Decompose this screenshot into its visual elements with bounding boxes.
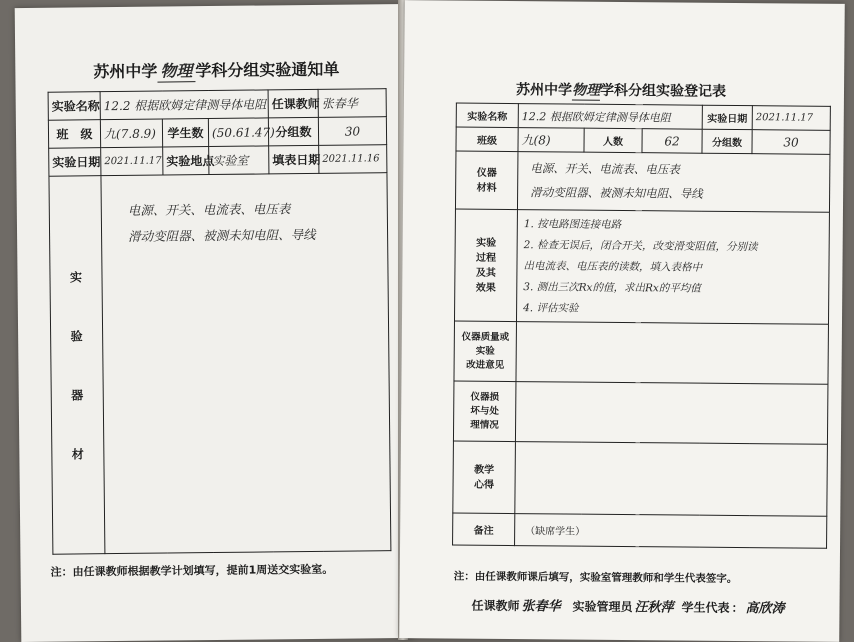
class-value: 九(8) (518, 128, 584, 153)
exp-name-label: 实验名称 (456, 103, 518, 128)
groups-label: 分组数 (702, 129, 752, 153)
teacher-signature: 张春华 (521, 599, 561, 615)
fill-date-label: 填表日期 (269, 145, 319, 174)
materials-line: 滑动变阻器、被测未知电阻、导线 (530, 185, 703, 201)
school-name: 苏州中学 (93, 61, 158, 82)
registration-sheet-title (516, 79, 726, 102)
equipment-line: 电源、开关、电流表、电压表 (127, 201, 291, 218)
student-signature: 高欣涛 (745, 601, 785, 617)
process-line: 3. 测出三次Rx的值，求出Rx的平均值 (523, 281, 701, 295)
process-cell (516, 210, 829, 325)
reflection-label-cell (453, 441, 516, 514)
date-value: 2021.11.17 (752, 106, 830, 131)
people-value: 62 (642, 129, 702, 154)
remarks-value: （缺席学生） (515, 514, 827, 549)
quality-label: 实验 (475, 345, 495, 357)
place-label: 实验地点 (163, 147, 209, 175)
equipment-label-cell (49, 176, 105, 555)
process-line: 出电流表、电压表的读数，填入表格中 (523, 260, 703, 274)
fill-date-value: 2021.11.16 (319, 145, 387, 174)
process-label: 效果 (475, 282, 496, 294)
class-label: 班 级 (48, 120, 100, 149)
subject-handwritten: 物理 (572, 80, 600, 101)
reflection-label: 心得 (474, 479, 495, 491)
place-value: 实验室 (209, 146, 269, 175)
equipment-label-char: 器 (71, 387, 84, 402)
students-value: (50.61.47) (208, 118, 268, 147)
quality-label-cell (454, 321, 517, 382)
school-name: 苏州中学 (515, 82, 573, 99)
damage-label: 仪器损 (470, 391, 500, 403)
quality-cell (516, 322, 829, 385)
process-label: 过程 (475, 252, 497, 264)
process-line: 2. 检查无误后，闭合开关，改变滑变阻值，分别读 (523, 239, 758, 254)
teacher-sign-label: 任课教师 (471, 598, 520, 614)
registration-footnote: 注：由任课教师课后填写，实验室管理教师和学生代表签字。 (453, 570, 738, 586)
materials-label-cell (455, 151, 518, 210)
process-line: 4. 评估实验 (523, 302, 579, 315)
materials-label: 仪器 (476, 167, 497, 179)
quality-label: 仪器质量或 (461, 331, 510, 343)
date-label: 实验日期 (702, 105, 752, 129)
teacher-value: 张春华 (318, 89, 386, 118)
teacher-label: 任课教师 (268, 89, 318, 118)
materials-list-cell (517, 152, 829, 213)
notification-sheet-page (15, 4, 414, 642)
signature-line: 任课教师 张春华 实验管理员 汪秋萍 学生代表 ： 高欣涛 (471, 595, 784, 617)
exp-name-label: 实验名称 (48, 92, 100, 121)
reflection-label: 教学 (474, 464, 495, 476)
admin-signature: 汪秋萍 (634, 600, 674, 616)
equipment-label-char: 材 (71, 446, 84, 461)
date-label: 实验日期 (49, 148, 101, 177)
groups-label: 分组数 (268, 117, 318, 146)
damage-cell (515, 382, 828, 445)
notification-sheet-title (93, 57, 339, 84)
registration-sheet-page (399, 0, 845, 642)
process-label-cell (454, 209, 517, 322)
student-sign-label: 学生代表 (681, 600, 730, 615)
sheet-title-suffix: 学科分组实验通知单 (195, 59, 340, 81)
process-line: 1. 按电路图连接电路 (523, 218, 622, 231)
materials-line: 电源、开关、电流表、电压表 (530, 161, 680, 177)
admin-sign-label: 实验管理员 (572, 599, 633, 615)
equipment-line: 滑动变阻器、被测未知电阻、导线 (128, 226, 316, 244)
groups-value: 30 (752, 130, 830, 155)
notification-table (48, 88, 392, 555)
equipment-label-char: 实 (69, 269, 83, 285)
subject-handwritten: 物理 (157, 58, 195, 82)
damage-label: 坏与处 (470, 405, 500, 417)
date-value: 2021.11.17 (101, 147, 163, 176)
remarks-label: 备注 (453, 513, 515, 546)
reflection-cell (515, 442, 828, 517)
damage-label-cell (453, 381, 516, 442)
exp-name-value: 12.2 根据欧姆定律测导体电阻 (100, 90, 268, 120)
damage-label: 理情况 (470, 419, 499, 431)
exp-name-value: 12.2 根据欧姆定律测导体电阻 (518, 104, 702, 130)
process-label: 实验 (476, 237, 497, 249)
people-label: 人数 (584, 128, 642, 153)
materials-label: 材料 (476, 182, 497, 194)
class-label: 班级 (456, 127, 518, 152)
students-label: 学生数 (162, 119, 208, 147)
class-value: 九(7.8.9) (100, 119, 162, 148)
quality-label: 改进意见 (466, 359, 505, 371)
equipment-list-cell (101, 173, 391, 554)
sheet-title-suffix: 学科分组实验登记表 (599, 82, 727, 100)
equipment-label-char: 验 (70, 328, 83, 344)
notification-footnote: 注：由任课教师根据教学计划填写，提前1周送交实验室。 (50, 562, 334, 579)
process-label: 及其 (475, 267, 496, 279)
registration-table (452, 103, 831, 549)
groups-value: 30 (318, 117, 386, 146)
